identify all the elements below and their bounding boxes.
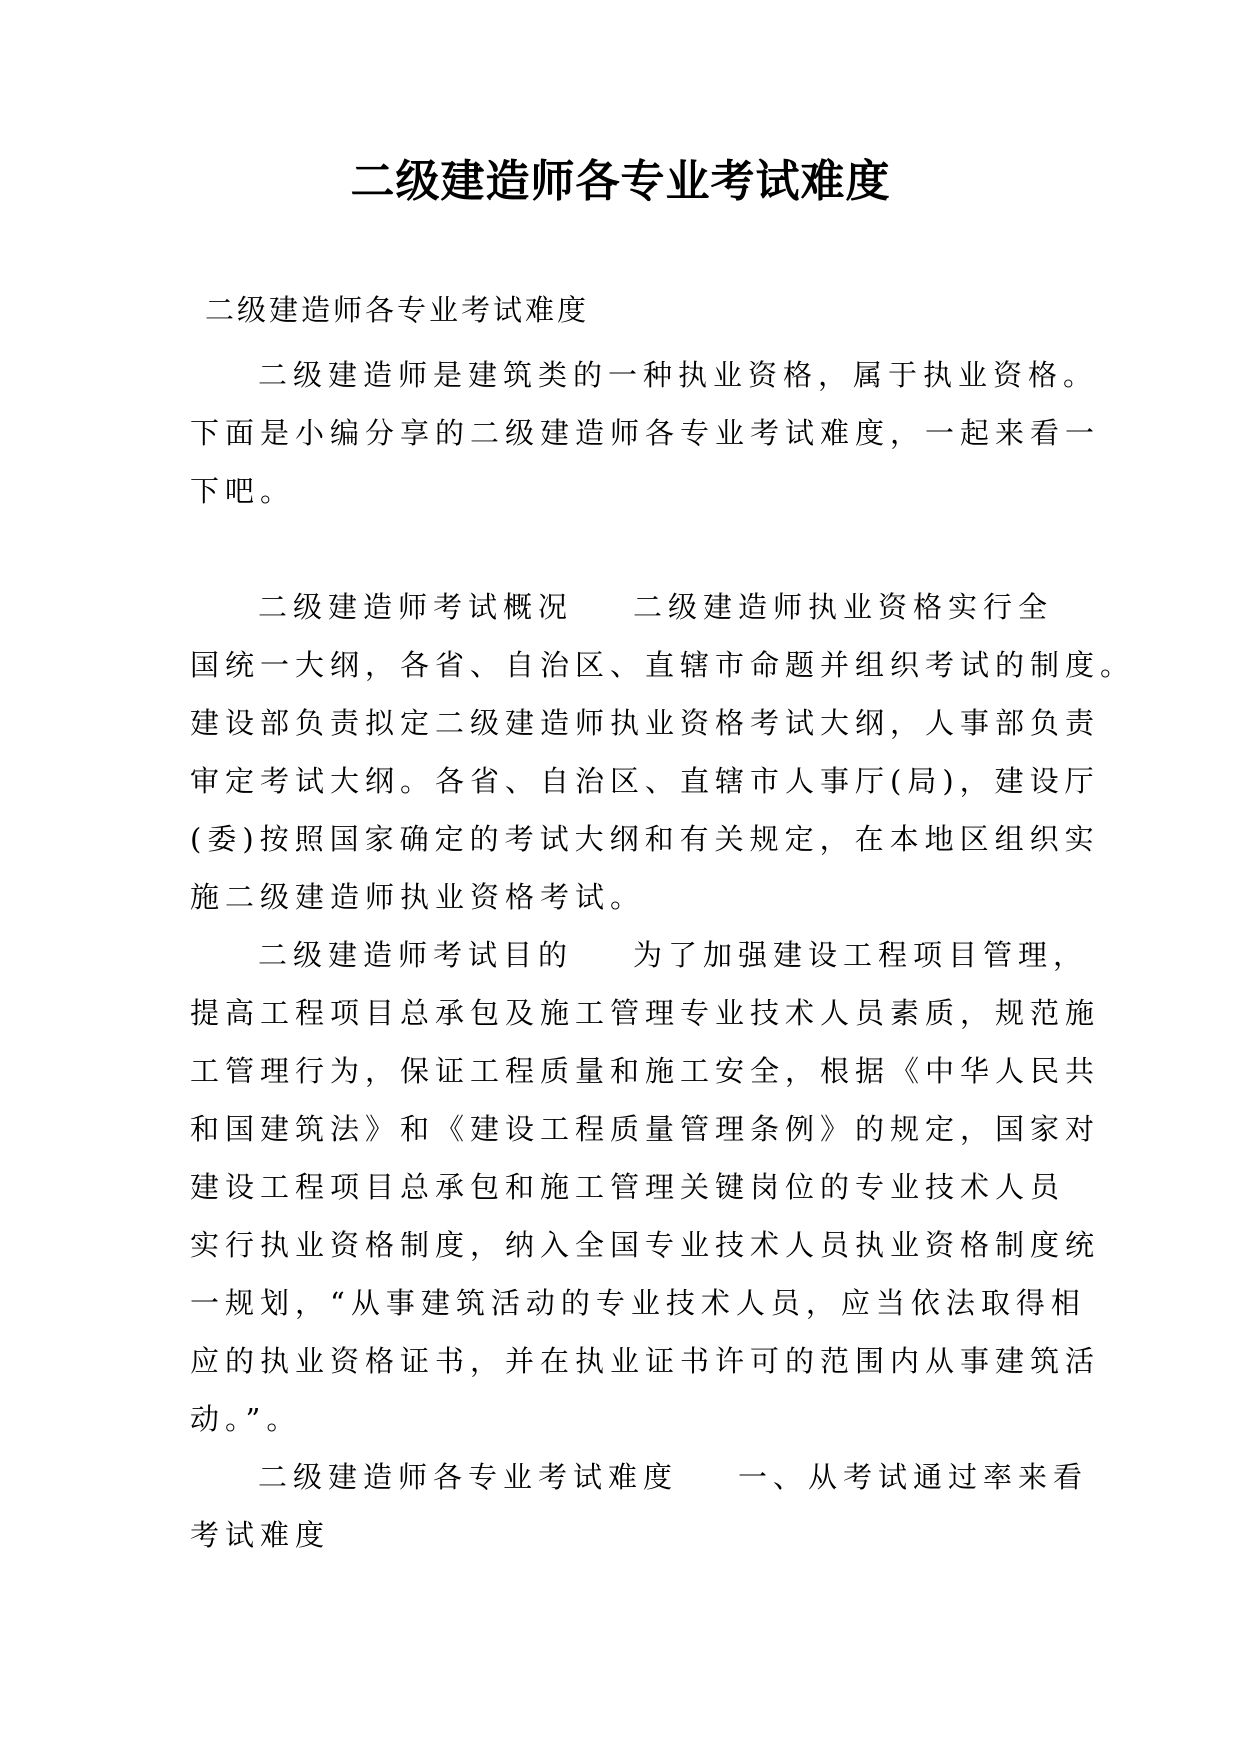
paragraph-line: 提高工程项目总承包及施工管理专业技术人员素质，规范施 — [190, 996, 1101, 1030]
paragraph-overview — [190, 578, 1136, 926]
paragraph-line: 工管理行为，保证工程质量和施工安全，根据《中华人民共 — [190, 1054, 1101, 1088]
section-heading-purpose: 二级建造师考试目的 — [258, 938, 574, 972]
paragraph-purpose — [190, 926, 1101, 1448]
paragraph-line: (委)按照国家确定的考试大纲和有关规定，在本地区组织实 — [190, 822, 1100, 856]
paragraph-intro — [190, 346, 1101, 520]
paragraph-first-line — [190, 578, 1054, 636]
paragraph-line-rest: 二级建造师执业资格实行全 — [633, 590, 1054, 624]
paragraph-line: 考试难度 — [190, 1518, 331, 1552]
paragraph-line: 一规划，“从事建筑活动的专业技术人员，应当依法取得相 — [190, 1286, 1086, 1320]
subtitle: 二级建造师各专业考试难度 — [205, 293, 590, 327]
paragraph-line: 实行执业资格制度，纳入全国专业技术人员执业资格制度统 — [190, 1228, 1101, 1262]
paragraph-first-line — [190, 1448, 1089, 1506]
paragraph-line: 建设部负责拟定二级建造师执业资格考试大纲，人事部负责 — [190, 706, 1101, 740]
section-heading-difficulty: 二级建造师各专业考试难度 — [258, 1460, 679, 1494]
section-heading-overview: 二级建造师考试概况 — [258, 590, 574, 624]
paragraph-line: 国统一大纲，各省、自治区、直辖市命题并组织考试的制度。 — [190, 648, 1136, 682]
paragraph-line: 施二级建造师执业资格考试。 — [190, 880, 646, 914]
paragraph-line-rest: 为了加强建设工程项目管理， — [633, 938, 1089, 972]
paragraph-line: 应的执业资格证书，并在执业证书许可的范围内从事建筑活 — [190, 1344, 1101, 1378]
paragraph-first-line — [190, 926, 1089, 984]
paragraph-line-rest: 一、从考试通过率来看 — [738, 1460, 1089, 1494]
paragraph-difficulty — [190, 1448, 1089, 1564]
paragraph-line: 二级建造师是建筑类的一种执业资格，属于执业资格。 — [258, 358, 1099, 392]
paragraph-line: 下面是小编分享的二级建造师各专业考试难度，一起来看一 — [190, 416, 1101, 450]
paragraph-line: 动。”。 — [190, 1402, 302, 1436]
paragraph-line: 审定考试大纲。各省、自治区、直辖市人事厅(局)，建设厅 — [190, 764, 1100, 798]
paragraph-line: 和国建筑法》和《建设工程质量管理条例》的规定，国家对 — [190, 1112, 1101, 1146]
paragraph-line: 下吧。 — [190, 474, 296, 508]
paragraph-line: 建设工程项目总承包和施工管理关键岗位的专业技术人员 — [190, 1170, 1066, 1204]
page-title: 二级建造师各专业考试难度 — [350, 156, 891, 207]
